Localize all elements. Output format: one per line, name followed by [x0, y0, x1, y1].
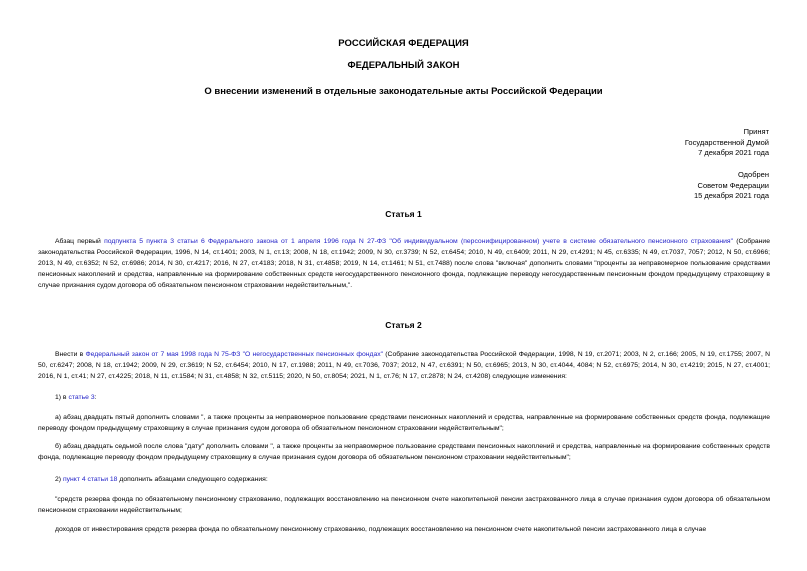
- adoption-block-duma: [685, 127, 769, 159]
- subitem-a: а) абзац двадцать пятый дополнить словами ", а также проценты за неправомерное пользование средствами пенсионных накоплений и средства, направленные на формирование собственных средств фонда, подлежащие переводу фондом предыдущему страховщику в случае признания судом договора об обязательном пенсионном страховании недействительным";: [38, 414, 770, 432]
- article-1-heading: Статья 1: [385, 209, 422, 219]
- item-2: [38, 474, 770, 485]
- item-1-prefix: 1) в: [55, 394, 69, 401]
- adopted-by: Государственной Думой: [684, 137, 769, 147]
- article-2-text-after: (Собрание законодательства Российской Федерации, 1998, N 19, ст.2071; 2003, N 2, ст.166; 2005, N 19, ст.1755; 2007, N 50, ст.6247; 2008, N 18, ст.1942; 2009, N 29, ст.3619; N 52, ст.6454; 2010, N 17, ст.1988; 2011, N 49, ст.7036, 7037; 2012, N 47, ст.6391; N 50, ст.6965; 2013, N 30, ст.4044, 4084; N 52, ст.6975; 2014, N 30, ст.4219; 2015, N 27, ст.4001; 2016, N 1, ст.41; N 27, ст.4225; 2018, N 11, ст.1584; N 31, ст.4858; N 32, ст.5115; 2020, N 50, ст.8054; 2021, N 1, ст.76; N 17, ст.2878; N 24, ст.4208) следующие изменения:: [38, 351, 771, 380]
- article-2-text-before: Внести в: [55, 351, 86, 358]
- article-3-link[interactable]: статье 3: [68, 394, 95, 401]
- article-18-link[interactable]: пункт 4 статьи 18: [62, 476, 118, 483]
- article-1-text-after: (Собрание законодательства Российской Федерации, 1996, N 14, ст.1401; 2003, N 1, ст.13; 2008, N 18, ст.1942; 2009, N 30, ст.3739; N 52, ст.6454; 2010, N 49, ст.6409; 2011, N 29, ст.4291; N 45, ст.6335; N 49, ст.7037, 7057; 2012, N 50, ст.6966; 2013, N 49, ст.6352; N 52, ст.6986; 2014, N 30, ст.4217; 2016, N 27, ст.4183; 2018, N 31, ст.4858; 2019, N 14, ст.1461; N 51, ст.7488) после слова "включая" дополнить словами "проценты за неправомерное пользование средствами пенсионных накоплений и средства, направленные на формирование собственных средств негосударственного пенсионного фонда, подлежащие переводу негосударственным пенсионным фондом предыдущему страховщику в случае признания судом договора об обязательном пенсионном страховании недействительным,".: [38, 238, 770, 289]
- approved-date: 15 декабря 2021 года: [693, 191, 769, 200]
- article-1-text-before: Абзац первый: [55, 238, 105, 245]
- approved-by: Советом Федерации: [697, 180, 769, 190]
- law-27-fz-link[interactable]: подпункта 5 пункта 3 статьи 6 Федерального закона от 1 апреля 1996 года N 27-ФЗ "Об индивидуальном (персонифицированном) учете в системе обязательного пенсионного страхования": [104, 238, 734, 245]
- approved-label: Одобрен: [738, 170, 769, 179]
- item-2-prefix: 2): [55, 476, 63, 483]
- adoption-block-council: [694, 170, 769, 202]
- adopted-label: Принят: [743, 127, 769, 136]
- item-1: [38, 392, 770, 403]
- article-2-intro: [38, 349, 770, 382]
- article-2-heading: Статья 2: [385, 320, 422, 330]
- item-1-suffix: :: [94, 394, 97, 401]
- item-2-suffix: дополнить абзацами следующего содержания:: [117, 476, 268, 483]
- law-title: О внесении изменений в отдельные законодательные акты Российской Федерации: [204, 86, 603, 97]
- country-heading: РОССИЙСКАЯ ФЕДЕРАЦИЯ: [338, 38, 469, 49]
- subitem-b: б) абзац двадцать седьмой после слова "дату" дополнить словами ", а также проценты за неправомерное пользование средствами пенсионных накоплений и средства, направленные на формирование собственных средств фонда, подлежащие переводу фондом предыдущему страховщику в случае признания судом договора об обязательном пенсионном страховании недействительным";: [38, 443, 770, 461]
- law-75-fz-link[interactable]: Федеральный закон от 7 мая 1998 года N 75-ФЗ "О негосударственных пенсионных фондах": [85, 351, 384, 358]
- quoted-paragraph-1: "средств резерва фонда по обязательному пенсионному страхованию, подлежащих восстановлению на пенсионном счете накопительной пенсии застрахованного лица в случае признания судом договора об обязательном пенсионном страховании недействительным;: [38, 496, 770, 514]
- article-1-paragraph: [38, 236, 770, 291]
- law-type-heading: ФЕДЕРАЛЬНЫЙ ЗАКОН: [347, 60, 460, 71]
- quoted-paragraph-2: доходов от инвестирования средств резерва фонда по обязательному пенсионному страхованию, подлежащих восстановлению на пенсионном счете накопительной пенсии застрахованного лица в случае: [55, 526, 707, 533]
- adopted-date: 7 декабря 2021 года: [698, 148, 769, 157]
